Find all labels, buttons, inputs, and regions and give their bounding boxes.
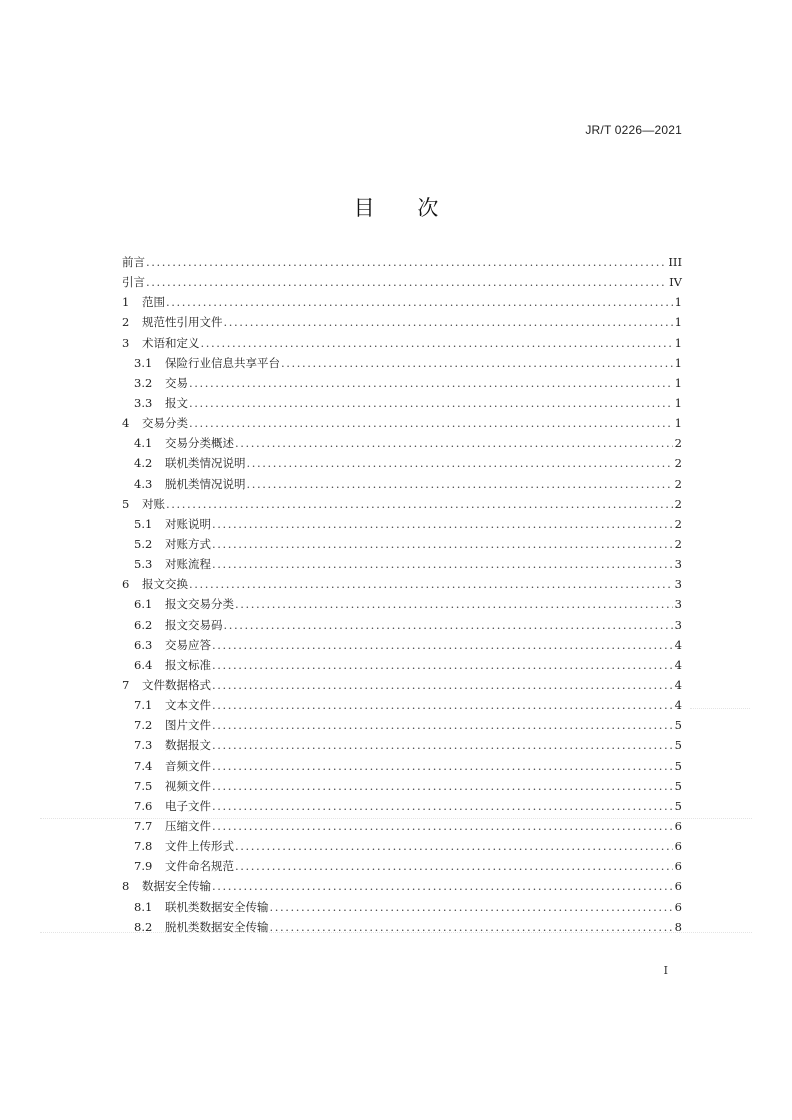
- toc-entry-page: 2: [674, 456, 682, 471]
- toc-leader-dots: [189, 413, 673, 433]
- toc-entry[interactable]: [122, 917, 682, 937]
- toc-entry[interactable]: [122, 554, 682, 574]
- toc-entry-number: 5.3: [134, 557, 153, 572]
- toc-entry-number: 2: [122, 315, 130, 330]
- toc-leader-dots: [201, 333, 673, 353]
- toc-entry-title: 交易分类: [142, 416, 188, 431]
- toc-entry-title: 数据报文: [165, 738, 211, 753]
- toc-entry[interactable]: [122, 655, 682, 675]
- toc-entry-page: 8: [674, 919, 682, 934]
- toc-entry-title: 联机类情况说明: [165, 456, 246, 471]
- toc-entry-title: 脱机类情况说明: [165, 476, 246, 491]
- toc-entry[interactable]: [122, 272, 682, 292]
- toc-entry-number: 3.2: [134, 375, 153, 390]
- toc-leader-dots: [224, 312, 673, 332]
- toc-entry-number: 7.3: [134, 738, 153, 753]
- toc-entry-page: 1: [674, 395, 682, 410]
- toc-leader-dots: [212, 554, 673, 574]
- toc-entry-number: 7: [122, 677, 130, 692]
- table-of-contents: [122, 252, 682, 937]
- toc-entry-number: 4: [122, 416, 130, 431]
- toc-entry-title: 文件上传形式: [165, 839, 234, 854]
- toc-leader-dots: [247, 474, 673, 494]
- toc-entry[interactable]: [122, 615, 682, 635]
- toc-entry-number: 6.1: [134, 597, 153, 612]
- toc-entry[interactable]: [122, 776, 682, 796]
- toc-leader-dots: [212, 796, 673, 816]
- toc-entry-title: 文本文件: [165, 698, 211, 713]
- toc-entry-page: 6: [674, 899, 682, 914]
- toc-entry-number: 7.9: [134, 859, 153, 874]
- toc-entry-number: 3.1: [134, 355, 153, 370]
- toc-entry[interactable]: [122, 856, 682, 876]
- toc-entry-page: 4: [674, 637, 682, 652]
- toc-entry[interactable]: [122, 534, 682, 554]
- page-number: I: [663, 964, 668, 977]
- toc-entry-title: 对账流程: [165, 557, 211, 572]
- toc-entry[interactable]: [122, 373, 682, 393]
- toc-entry-title: 引言: [122, 275, 145, 290]
- toc-entry-number: 4.3: [134, 476, 153, 491]
- toc-leader-dots: [166, 292, 673, 312]
- toc-leader-dots: [146, 252, 666, 272]
- toc-entry-number: 5: [122, 496, 130, 511]
- toc-entry-page: 2: [674, 536, 682, 551]
- toc-entry-number: 5.2: [134, 536, 153, 551]
- toc-leader-dots: [212, 735, 673, 755]
- toc-entry-page: 1: [674, 416, 682, 431]
- toc-leader-dots: [212, 655, 673, 675]
- toc-entry-page: 6: [674, 818, 682, 833]
- toc-leader-dots: [235, 836, 673, 856]
- scan-artifact-line: [40, 818, 752, 819]
- toc-leader-dots: [247, 453, 673, 473]
- toc-entry-number: 7.1: [134, 698, 153, 713]
- toc-entry-title: 联机类数据安全传输: [165, 899, 269, 914]
- toc-entry-number: 6: [122, 577, 130, 592]
- toc-entry-page: 1: [674, 295, 682, 310]
- toc-entry-number: 7.8: [134, 839, 153, 854]
- toc-entry-number: 7.5: [134, 778, 153, 793]
- toc-entry-page: 5: [674, 798, 682, 813]
- toc-entry[interactable]: [122, 735, 682, 755]
- scan-artifact-line: [40, 932, 752, 933]
- toc-leader-dots: [235, 594, 673, 614]
- toc-entry-title: 文件数据格式: [142, 677, 211, 692]
- toc-entry[interactable]: [122, 836, 682, 856]
- toc-entry-page: 5: [674, 758, 682, 773]
- standard-code: JR/T 0226—2021: [585, 123, 682, 137]
- toc-leader-dots: [235, 856, 673, 876]
- toc-leader-dots: [270, 917, 673, 937]
- toc-entry-number: 6.3: [134, 637, 153, 652]
- toc-entry[interactable]: [122, 876, 682, 896]
- toc-leader-dots: [212, 514, 673, 534]
- toc-leader-dots: [189, 574, 673, 594]
- toc-entry-page: 3: [674, 597, 682, 612]
- toc-leader-dots: [212, 635, 673, 655]
- toc-entry-title: 数据安全传输: [142, 879, 211, 894]
- toc-entry-title: 范围: [142, 295, 165, 310]
- toc-entry[interactable]: [122, 514, 682, 534]
- toc-entry-number: 4.1: [134, 436, 153, 451]
- toc-leader-dots: [189, 373, 673, 393]
- toc-entry-page: 6: [674, 839, 682, 854]
- toc-entry[interactable]: [122, 393, 682, 413]
- toc-entry-title: 视频文件: [165, 778, 211, 793]
- toc-entry-page: 1: [674, 375, 682, 390]
- toc-entry-title: 报文交易码: [165, 617, 223, 632]
- toc-entry[interactable]: [122, 453, 682, 473]
- toc-entry-page: 1: [674, 315, 682, 330]
- toc-entry[interactable]: [122, 695, 682, 715]
- toc-entry-title: 交易: [165, 375, 188, 390]
- toc-leader-dots: [224, 615, 673, 635]
- toc-entry[interactable]: [122, 897, 682, 917]
- toc-leader-dots: [146, 272, 667, 292]
- toc-entry-number: 3: [122, 335, 130, 350]
- toc-entry-number: 7.6: [134, 798, 153, 813]
- toc-entry-page: 2: [674, 516, 682, 531]
- toc-leader-dots: [212, 695, 673, 715]
- toc-entry-title: 报文标准: [165, 657, 211, 672]
- toc-entry-number: 8: [122, 879, 130, 894]
- toc-entry[interactable]: [122, 594, 682, 614]
- toc-entry-page: 5: [674, 718, 682, 733]
- toc-entry[interactable]: [122, 292, 682, 312]
- toc-entry[interactable]: [122, 252, 682, 272]
- toc-entry-page: III: [668, 255, 682, 269]
- toc-entry-number: 5.1: [134, 516, 153, 531]
- toc-entry-page: 2: [674, 496, 682, 511]
- toc-entry-page: 3: [674, 577, 682, 592]
- toc-entry-number: 6.4: [134, 657, 153, 672]
- toc-entry-title: 报文: [165, 395, 188, 410]
- toc-entry-number: 7.7: [134, 818, 153, 833]
- toc-entry-page: 6: [674, 879, 682, 894]
- toc-entry-title: 规范性引用文件: [142, 315, 223, 330]
- toc-entry[interactable]: [122, 574, 682, 594]
- toc-entry-page: 3: [674, 617, 682, 632]
- toc-entry-title: 图片文件: [165, 718, 211, 733]
- toc-entry[interactable]: [122, 675, 682, 695]
- toc-entry[interactable]: [122, 796, 682, 816]
- toc-entry-title: 文件命名规范: [165, 859, 234, 874]
- toc-leader-dots: [212, 534, 673, 554]
- toc-entry[interactable]: [122, 635, 682, 655]
- toc-entry-number: 6.2: [134, 617, 153, 632]
- toc-leader-dots: [212, 756, 673, 776]
- toc-entry-number: 7.4: [134, 758, 153, 773]
- toc-entry-page: IV: [669, 275, 682, 290]
- toc-entry-page: 4: [674, 657, 682, 672]
- toc-entry-number: 1: [122, 295, 130, 310]
- toc-entry-page: 4: [674, 698, 682, 713]
- scan-artifact-line: [690, 708, 750, 709]
- toc-entry-number: 3.3: [134, 395, 153, 410]
- toc-entry-title: 前言: [122, 255, 145, 269]
- toc-entry-title: 对账方式: [165, 536, 211, 551]
- toc-leader-dots: [189, 393, 673, 413]
- toc-entry[interactable]: [122, 715, 682, 735]
- toc-entry-title: 压缩文件: [165, 818, 211, 833]
- toc-leader-dots: [166, 494, 673, 514]
- toc-entry-page: 1: [674, 335, 682, 350]
- toc-entry[interactable]: [122, 353, 682, 373]
- toc-entry[interactable]: [122, 494, 682, 514]
- toc-entry-page: 2: [674, 476, 682, 491]
- toc-entry-page: 2: [674, 436, 682, 451]
- toc-entry-number: 8.2: [134, 919, 153, 934]
- toc-title: 目 次: [353, 196, 457, 220]
- toc-entry[interactable]: [122, 756, 682, 776]
- toc-entry[interactable]: [122, 413, 682, 433]
- toc-entry-page: 3: [674, 557, 682, 572]
- toc-entry-number: 8.1: [134, 899, 153, 914]
- toc-entry-page: 5: [674, 778, 682, 793]
- toc-entry-title: 保险行业信息共享平台: [165, 355, 280, 370]
- toc-entry-page: 6: [674, 859, 682, 874]
- toc-entry[interactable]: [122, 312, 682, 332]
- toc-entry-number: 4.2: [134, 456, 153, 471]
- toc-entry[interactable]: [122, 333, 682, 353]
- toc-leader-dots: [270, 897, 673, 917]
- toc-entry[interactable]: [122, 474, 682, 494]
- toc-leader-dots: [212, 876, 673, 896]
- toc-entry-title: 音频文件: [165, 758, 211, 773]
- toc-entry-title: 电子文件: [165, 798, 211, 813]
- toc-entry-title: 报文交易分类: [165, 597, 234, 612]
- toc-leader-dots: [212, 675, 673, 695]
- toc-leader-dots: [212, 715, 673, 735]
- toc-entry-title: 交易分类概述: [165, 436, 234, 451]
- toc-entry-title: 报文交换: [142, 577, 188, 592]
- toc-leader-dots: [235, 433, 673, 453]
- toc-entry-title: 对账: [142, 496, 165, 511]
- toc-entry-page: 4: [674, 677, 682, 692]
- toc-leader-dots: [281, 353, 673, 373]
- toc-entry-title: 交易应答: [165, 637, 211, 652]
- toc-entry-title: 脱机类数据安全传输: [165, 919, 269, 934]
- toc-entry[interactable]: [122, 433, 682, 453]
- toc-entry-page: 5: [674, 738, 682, 753]
- toc-entry-title: 对账说明: [165, 516, 211, 531]
- toc-leader-dots: [212, 776, 673, 796]
- toc-entry-number: 7.2: [134, 718, 153, 733]
- toc-entry-page: 1: [674, 355, 682, 370]
- toc-entry-title: 术语和定义: [142, 335, 200, 350]
